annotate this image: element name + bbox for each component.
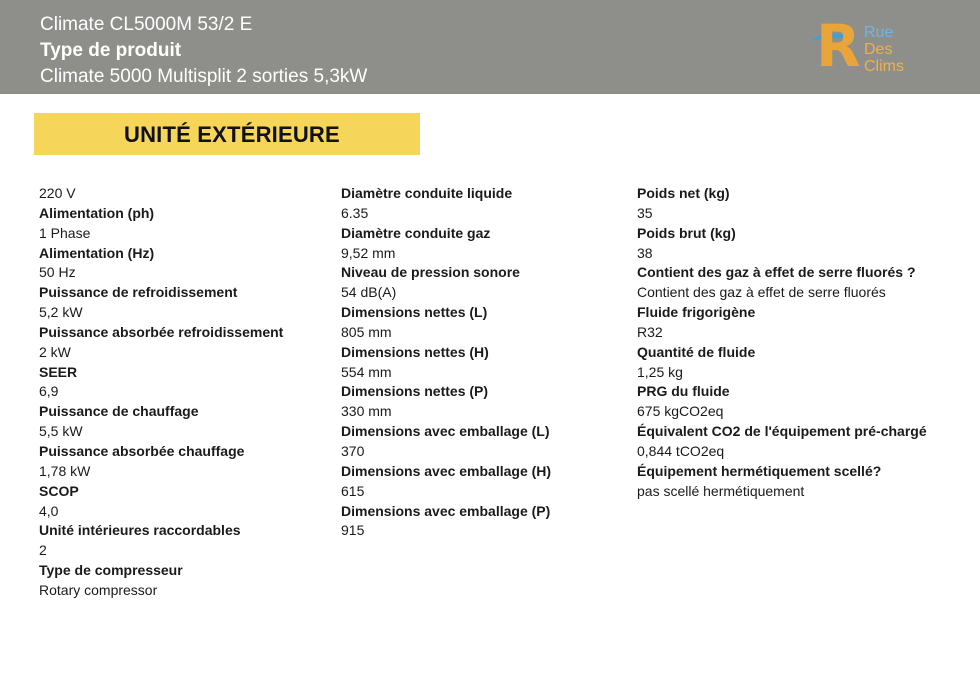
spec-value: 2 kW (39, 343, 71, 360)
spec-label: Poids brut (kg) (637, 224, 736, 241)
spec-value: 1,25 kg (637, 363, 683, 380)
spec-label: Fluide frigorigène (637, 304, 756, 321)
spec-value: 54 dB(A) (341, 284, 397, 301)
spec-label: PRG du fluide (637, 383, 730, 400)
spec-value: 615 (341, 482, 365, 499)
spec-column-1 (39, 184, 329, 601)
spec-value: 35 (637, 204, 653, 221)
spec-value: 675 kgCO2eq (637, 403, 724, 420)
spec-label: Puissance de refroidissement (39, 284, 238, 301)
spec-label: Quantité de fluide (637, 343, 756, 360)
spec-label: Alimentation (ph) (39, 204, 155, 221)
brand-logo (812, 12, 922, 80)
logo-letter: R (816, 12, 861, 80)
section-title: UNITÉ EXTÉRIEURE (124, 122, 340, 147)
spec-value: 6,9 (39, 383, 59, 400)
spec-label: Contient des gaz à effet de serre fluorés ? (637, 264, 916, 281)
spec-value: 554 mm (341, 363, 392, 380)
spec-value: 915 (341, 522, 365, 539)
product-type-value: Climate 5000 Multisplit 2 sorties 5,3kW (40, 66, 368, 87)
spec-label: Dimensions nettes (L) (341, 304, 488, 321)
spec-value: 9,52 mm (341, 244, 396, 261)
spec-value: 370 (341, 442, 365, 459)
spec-label: Unité intérieures raccordables (39, 522, 241, 539)
spec-label: Puissance de chauffage (39, 403, 199, 420)
spec-value: 1 Phase (39, 224, 91, 241)
spec-column-2 (341, 184, 631, 541)
spec-label: Équipement hermétiquement scellé? (637, 462, 882, 479)
spec-value: 38 (637, 244, 653, 261)
spec-label: Dimensions nettes (P) (341, 383, 489, 400)
section-banner (34, 113, 420, 155)
spec-label: Puissance absorbée chauffage (39, 442, 245, 459)
spec-label: Diamètre conduite liquide (341, 185, 513, 201)
spec-label: Dimensions avec emballage (H) (341, 462, 552, 479)
spec-value: pas scellé hermétiquement (637, 482, 805, 499)
spec-value: 1,78 kW (39, 462, 91, 479)
spec-value: 330 mm (341, 403, 392, 420)
spec-value: 5,2 kW (39, 304, 83, 321)
spec-label: Équivalent CO2 de l'équipement pré-chargé (637, 423, 927, 440)
spec-value: 0,844 tCO2eq (637, 442, 725, 459)
spec-value: R32 (637, 323, 663, 340)
spec-value: Contient des gaz à effet de serre fluorés (637, 284, 886, 301)
header-bar (0, 0, 980, 94)
spec-label: Puissance absorbée refroidissement (39, 323, 284, 340)
spec-label: Dimensions avec emballage (P) (341, 502, 551, 519)
spec-value: 6.35 (341, 204, 369, 221)
spec-label: Alimentation (Hz) (39, 244, 155, 261)
logo-word-2: Des (864, 41, 893, 58)
spec-value: 805 mm (341, 323, 392, 340)
spec-value: 2 (39, 542, 47, 559)
spec-label: Niveau de pression sonore (341, 264, 520, 281)
spec-label: Poids net (kg) (637, 185, 730, 201)
spec-label: Dimensions nettes (H) (341, 343, 489, 360)
spec-column-3 (637, 184, 967, 502)
spec-label: SEER (39, 363, 78, 380)
spec-value: 5,5 kW (39, 423, 83, 440)
spec-label: SCOP (39, 482, 79, 499)
spec-value: Rotary compressor (39, 581, 158, 598)
logo-word-3: Clims (864, 58, 904, 75)
product-model: Climate CL5000M 53/2 E (40, 14, 253, 35)
spec-label: Diamètre conduite gaz (341, 224, 491, 241)
spec-label: Type de compresseur (39, 562, 183, 579)
spec-value: 220 V (39, 185, 76, 201)
spec-value: 4,0 (39, 502, 59, 519)
product-type-label: Type de produit (40, 40, 182, 61)
logo-word-1: Rue (864, 24, 894, 41)
spec-value: 50 Hz (39, 264, 76, 281)
spec-label: Dimensions avec emballage (L) (341, 423, 550, 440)
